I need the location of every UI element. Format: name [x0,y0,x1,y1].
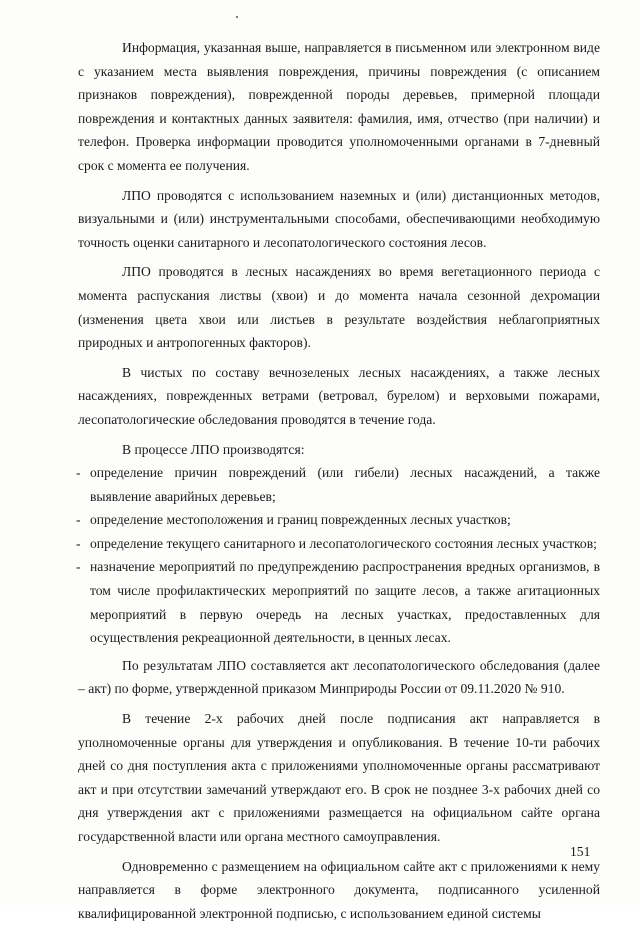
paragraph-methods: ЛПО проводятся с использованием наземных и (или) дистанционных методов, визуальными и (или) инструментальными способами, обеспечивающими необходимую точность оценки санитарного и лесопатологического состояния лесов. [78,187,600,250]
document-body [78,36,600,925]
paragraph-season: ЛПО проводятся в лесных насаждениях во время вегетационного периода с момента распускания листвы (хвои) и до момента начала сезонной дехромации (изменения цвета хвои или листьев в результате воздействия неблагоприятных природных и антропогенных факторов). [78,264,600,351]
paragraph-approval: В течение 2-х рабочих дней после подписания акт направляется в уполномоченные органы для утверждения и опубликования. В течение 10-ти рабочих дней со дня поступления акта с приложениями уполномоченные органы рассматривают акт и при отсутствии замечаний утверждают его. В срок не позднее 3-х рабочих дней со дня утверждения акт с приложениями размещается на официальном сайте органа государственной власти или органа местного самоуправления. [78,711,600,844]
list-item-text: определение причин повреждений (или гибели) лесных насаждений, а также выявление аварийных деревьев; [90,465,600,504]
paragraph-act: По результатам ЛПО составляется акт лесопатологического обследования (далее – акт) по форме, утвержденной приказом Минприроды России от 09.11.2020 № 910. [78,657,600,697]
list-item-text: определение местоположения и границ поврежденных лесных участков; [90,512,511,528]
paragraph-list-intro: В процессе ЛПО производятся: [122,441,305,457]
list-dash: - [76,559,81,575]
activities-list [76,461,600,650]
list-dash: - [76,512,81,528]
list-item [76,532,600,556]
scan-speck [236,16,238,18]
list-item [76,555,600,649]
list-item-text: определение текущего санитарного и лесопатологического состояния лесных участков; [90,535,597,551]
list-item [76,461,600,508]
list-item [76,508,600,532]
list-item-text: назначение мероприятий по предупреждению распространения вредных организмов, в том числе профилактических мероприятий по защите лесов, а также агитационных мероприятий в первую очередь на лесных участках, предоставленных для осуществления рекреационной деятельности, в ценных лесах. [90,559,600,646]
list-dash: - [76,535,81,551]
page-number: 151 [570,844,591,859]
paragraph-report-info: Информация, указанная выше, направляется в письменном или электронном виде с указанием места выявления повреждения, причины повреждения (с описанием признаков повреждения), поврежденной породы деревьев, примерной площади повреждения и контактных данных заявителя: фамилия, имя, отчество (при наличии) и телефон. Проверка информации проводится уполномоченными органами в 7-дневный срок с момента ее получения. [78,40,600,173]
paragraph-publication: Одновременно с размещением на официальном сайте акт с приложениями к нему направляется в форме электронного документа, подписанного усиленной квалифицированной электронной подписью, с использованием единой системы [78,858,600,921]
list-dash: - [76,465,81,481]
paragraph-year-round: В чистых по составу вечнозеленых лесных насаждениях, а также лесных насаждениях, поврежденных ветрами (ветровал, бурелом) и верховыми пожарами, лесопатологические обследования проводятся в течение года. [78,364,600,427]
